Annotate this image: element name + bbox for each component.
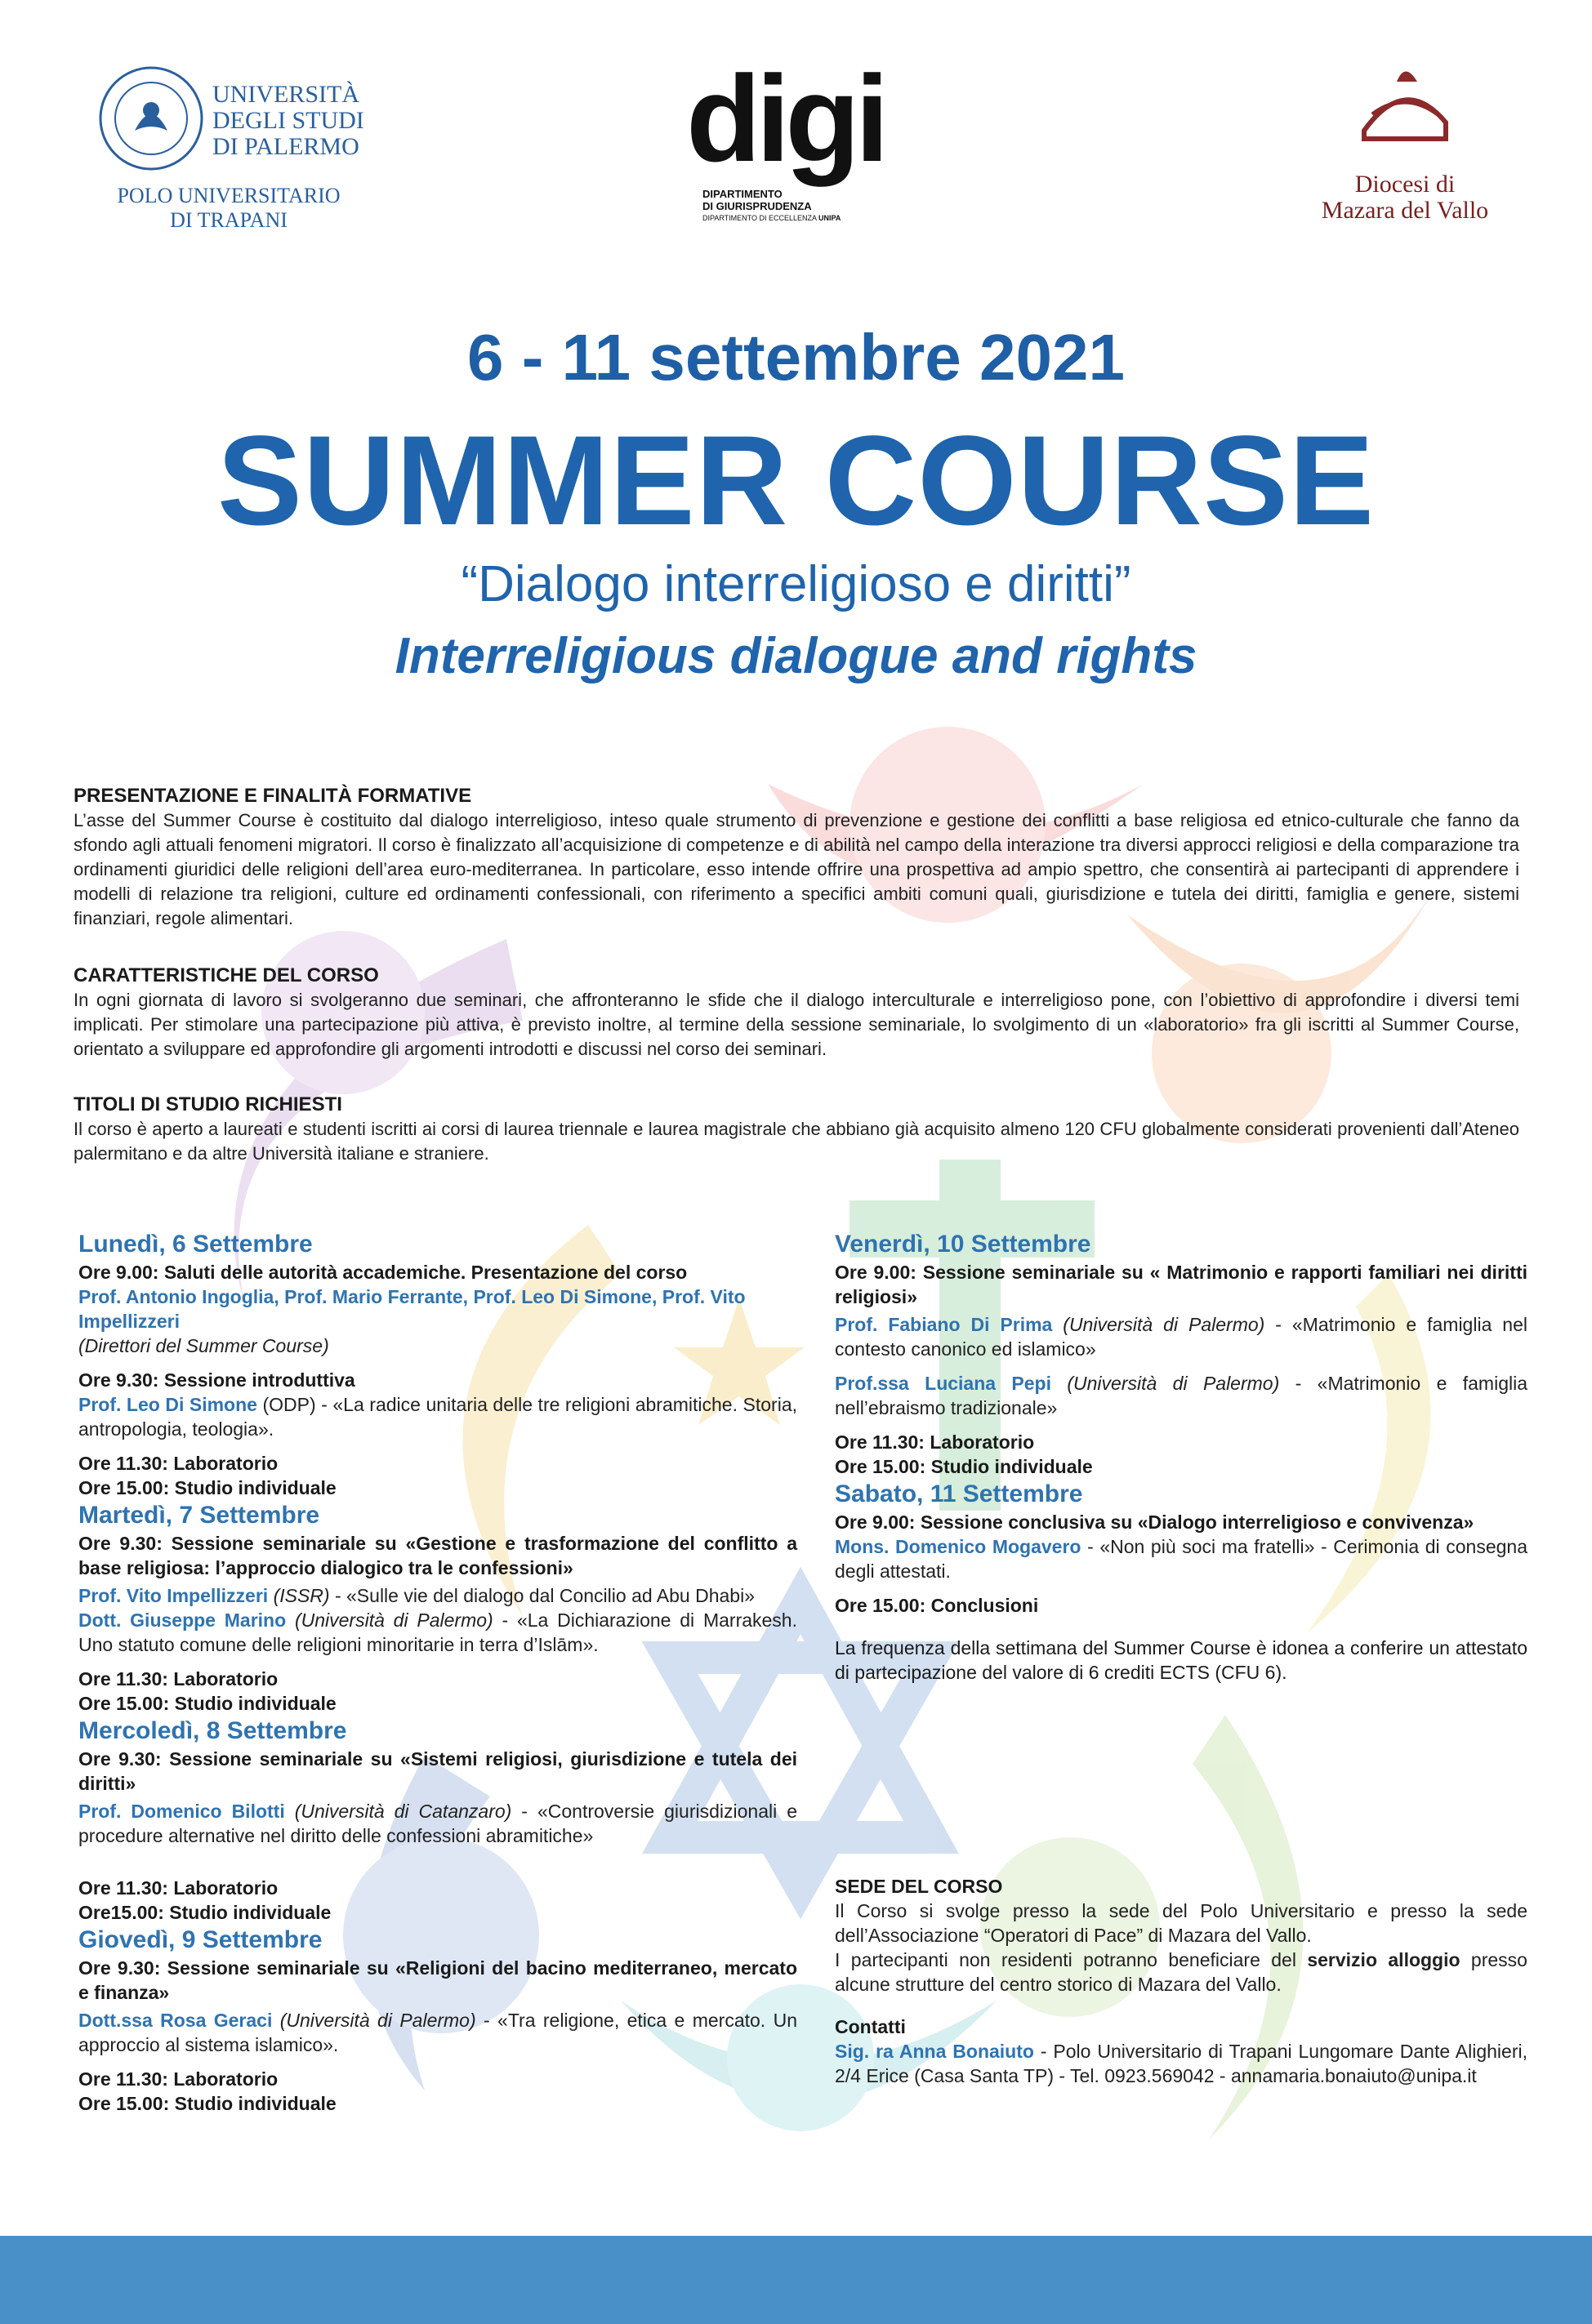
footer-bar [0, 2236, 1592, 2324]
unipa-seal-icon [98, 65, 204, 171]
speaker-affiliation: (ODP) [256, 1394, 316, 1415]
credits-note: La frequenza della settimana del Summer Course è idonea a conferire un attestato di partecipazione del valore di 6 crediti ECTS (CFU 6). [835, 1637, 1527, 1683]
section-text: Il corso è aperto a laureati e studenti iscritti ai corsi di laurea triennale e laurea magistrale che abbiano già acquisito almeno 120 CFU globalmente considerati provenienti dall’Ateneo palermitano e da altre Università italiane e straniere. [74, 1119, 1519, 1164]
section-caratteristiche [74, 964, 1519, 1062]
sede-text-2 [835, 1948, 1527, 1997]
talk-entry [78, 2008, 797, 2057]
page-title: SUMMER COURSE [216, 410, 1376, 552]
contact-details: - Polo Universitario di Trapani Lungomare Dante Alighieri, 2/4 Erice (Casa Santa TP) - Tel. 0923.569042 - annamaria.bonaiuto@unipa.it [835, 2041, 1527, 2086]
speaker-affiliation: (Università di Palermo) [286, 1609, 493, 1631]
day-heading: Martedì, 7 Settembre [78, 1502, 320, 1529]
talk-entry [835, 1534, 1527, 1583]
lab-line: Ore 11.30: Laboratorio [78, 1668, 279, 1690]
digi-line-2: DI GIURISPRUDENZA [702, 200, 812, 212]
speaker-affiliation: (Università di Palermo) [1051, 1373, 1280, 1394]
speaker-name: Prof. Fabiano Di Prima [835, 1314, 1053, 1335]
section-heading: CARATTERISTICHE DEL CORSO [74, 964, 379, 986]
event-line: Ore 9.00: Sessione seminariale su « Matrimonio e rapporti familiari nei diritti religiosi» [835, 1262, 1527, 1307]
study-line: Ore 15.00: Studio individuale [78, 2093, 337, 2114]
sede-text-2b: servizio alloggio [1307, 1949, 1460, 1970]
diocesi-line-2: Mazara del Vallo [1321, 197, 1489, 224]
speakers-note: (Direttori del Summer Course) [78, 1335, 329, 1356]
talk-entry [78, 1799, 797, 1848]
subtitle-italian: “Dialogo interreligioso e diritti” [461, 556, 1131, 612]
section-titoli [74, 1093, 1519, 1166]
talk-entry [835, 1371, 1527, 1420]
speaker-name: Prof.ssa Luciana Pepi [835, 1373, 1051, 1394]
unipa-name-line-1: UNIVERSITÀ [212, 81, 359, 108]
unipa-name-line-3: DI PALERMO [212, 133, 359, 160]
digi-line-1: DIPARTIMENTO [702, 188, 783, 200]
digi-small-text: DIPARTIMENTO DI ECCELLENZA [702, 214, 817, 222]
event-line: Ore 9.30: Sessione seminariale su «Gestione e trasformazione del conflitto a base religiosa: l’approccio dialogico tra le confessioni» [78, 1533, 797, 1578]
section-presentazione [74, 784, 1519, 931]
speaker-affiliation: (Università di Palermo) [1052, 1314, 1265, 1335]
day-heading: Mercoledì, 8 Settembre [78, 1717, 347, 1744]
speaker-affiliation: (ISSR) [268, 1585, 330, 1606]
lab-line: Ore 11.30: Laboratorio [78, 2068, 279, 2090]
lab-line: Ore 11.30: Laboratorio [78, 1877, 279, 1899]
talk-entry [78, 1392, 797, 1441]
digi-unipa-text: UNIPA [818, 214, 841, 222]
day-heading: Sabato, 11 Settembre [835, 1480, 1083, 1507]
contatti-text [835, 2039, 1527, 2088]
talk-title: - «Sulle vie del dialogo dal Concilio ad Abu Dhabi» [329, 1585, 755, 1606]
sede-text-2c: presso alcune strutture del centro storico di Mazara del Vallo. [835, 1949, 1527, 1995]
sede-text-2a: I partecipanti non residenti potranno beneficiare del [835, 1949, 1308, 1970]
speakers-line: Prof. Antonio Ingoglia, Prof. Mario Ferrante, Prof. Leo Di Simone, Prof. Vito Impellizzeri [78, 1286, 746, 1332]
event-line: Ore 9.30: Sessione seminariale su «Religioni del bacino mediterraneo, mercato e finanza» [78, 1957, 797, 2003]
speaker-name: Dott.ssa Rosa Geraci [78, 2010, 273, 2031]
speaker-name: Prof. Domenico Bilotti [78, 1801, 285, 1822]
event-dates: 6 - 11 settembre 2021 [467, 321, 1125, 394]
sede-heading: SEDE DEL CORSO [835, 1876, 1003, 1897]
talk-title: - «Tra religione, etica e mercato. Un approccio al sistema islamico». [78, 2010, 797, 2055]
unipa-logo [90, 65, 368, 237]
event-line: Ore 9.00: Saluti delle autorità accademiche. Presentazione del corso [78, 1262, 688, 1283]
speaker-affiliation: (Università di Catanzaro) [284, 1801, 512, 1822]
digi-wordmark: digi [686, 50, 885, 187]
day-heading: Lunedì, 6 Settembre [78, 1231, 313, 1258]
talk-title: - «Non più soci ma fratelli» - Cerimonia di consegna degli attestati. [835, 1536, 1527, 1582]
diocesi-logo [1299, 57, 1511, 237]
contatti-heading: Contatti [835, 2016, 906, 2037]
talk-title: - «Matrimonio e famiglia nell’ebraismo tradizionale» [835, 1373, 1527, 1418]
talk-entry [78, 1608, 797, 1657]
talk-title: - «Matrimonio e famiglia nel contesto canonico ed islamico» [835, 1314, 1527, 1360]
sede-text-1: Il Corso si svolge presso la sede del Polo Universitario e presso la sede dell’Associazione “Operatori di Pace” di Mazara del Vallo. [835, 1900, 1527, 1946]
unipa-polo-line-1: POLO UNIVERSITARIO [117, 184, 341, 207]
event-line: Ore 9.30: Sessione seminariale su «Sistemi religiosi, giurisdizione e tutela dei diritti» [78, 1748, 797, 1794]
talk-entry [835, 1312, 1527, 1361]
day-heading: Giovedì, 9 Settembre [78, 1926, 323, 1953]
lab-line: Ore 11.30: Laboratorio [835, 1431, 1035, 1453]
contact-name: Sig. ra Anna Bonaiuto [835, 2041, 1034, 2062]
talk-entry [78, 1583, 797, 1608]
day-heading: Venerdì, 10 Settembre [835, 1231, 1091, 1258]
event-line: Ore 9.00: Sessione conclusiva su «Dialogo interreligioso e convivenza» [835, 1511, 1474, 1533]
study-line: Ore15.00: Studio individuale [78, 1902, 332, 1923]
talk-title: - «Controversie giurisdizionali e procedure alternative nel diritto delle confessioni abramitiche» [78, 1801, 797, 1846]
diocesi-emblem-icon [1348, 57, 1462, 155]
speaker-affiliation: (Università di Palermo) [272, 2010, 476, 2031]
section-text: L’asse del Summer Course è costituito dal dialogo interreligioso, inteso quale strumento di prevenzione e gestione dei conflitti a base religiosa ed etnico-culturale che fanno da sfondo agli attuali fenomeni migratori. Il corso è finalizzato all’acquisizione di competenze e di abilità nel campo della interazione tra diversi approcci religiosi e della comparazione tra ordinamenti giuridici delle religioni dell’area euro-mediterranea. In particolare, esso intende offrire una prospettiva ad ampio spettro, che consentirà ai partecipanti di apprendere i modelli di relazione tra religioni, culture ed ordinamenti confessionali, con riferimento a specifici ambiti comuni quali, giurisdizione e tutela dei diritti, famiglia e genere, sistemi finanziari, regole alimentari. [74, 810, 1519, 928]
speaker-name: Prof. Vito Impellizzeri [78, 1585, 269, 1606]
section-heading: PRESENTAZIONE E FINALITÀ FORMATIVE [74, 785, 472, 807]
programme-left-column [78, 1229, 797, 2116]
section-heading: TITOLI DI STUDIO RICHIESTI [74, 1093, 342, 1115]
digi-logo [678, 50, 923, 222]
section-text: In ogni giornata di lavoro si svolgeranno due seminari, che affronteranno le sfide che il dialogo interculturale e interreligioso pone, con l’obiettivo di approfondire i diversi temi implicati. Per stimolare una partecipazione più attiva, è previsto inoltre, al termine della sessione seminariale, lo svolgimento di un «laboratorio» fra gli iscritti al Summer Course, orientato a sviluppare ed approfondire gli argomenti introdotti e discussi nel corso dei seminari. [74, 990, 1519, 1059]
speaker-name: Prof. Leo Di Simone [78, 1394, 257, 1415]
unipa-name-line-2: DEGLI STUDI [212, 107, 364, 134]
lab-line: Ore 11.30: Laboratorio [78, 1453, 279, 1474]
unipa-polo-line-2: DI TRAPANI [170, 208, 288, 232]
programme-right-column [835, 1229, 1527, 2088]
subtitle-english: Interreligious dialogue and rights [395, 628, 1197, 684]
speaker-name: Dott. Giuseppe Marino [78, 1609, 287, 1631]
study-line: Ore 15.00: Studio individuale [78, 1693, 337, 1714]
talk-title: - «La radice unitaria delle tre religioni abramitiche. Storia, antropologia, teologia». [78, 1394, 797, 1440]
conclusion-line: Ore 15.00: Conclusioni [835, 1595, 1039, 1616]
diocesi-line-1: Diocesi di [1354, 171, 1456, 198]
study-line: Ore 15.00: Studio individuale [835, 1456, 1093, 1477]
study-line: Ore 15.00: Studio individuale [78, 1477, 337, 1498]
speaker-name: Mons. Domenico Mogavero [835, 1536, 1081, 1557]
talk-title: - «La Dichiarazione di Marrakesh. Uno statuto comune delle religioni minoritarie in terra d’Islām». [78, 1609, 797, 1655]
event-line: Ore 9.30: Sessione introduttiva [78, 1369, 355, 1391]
